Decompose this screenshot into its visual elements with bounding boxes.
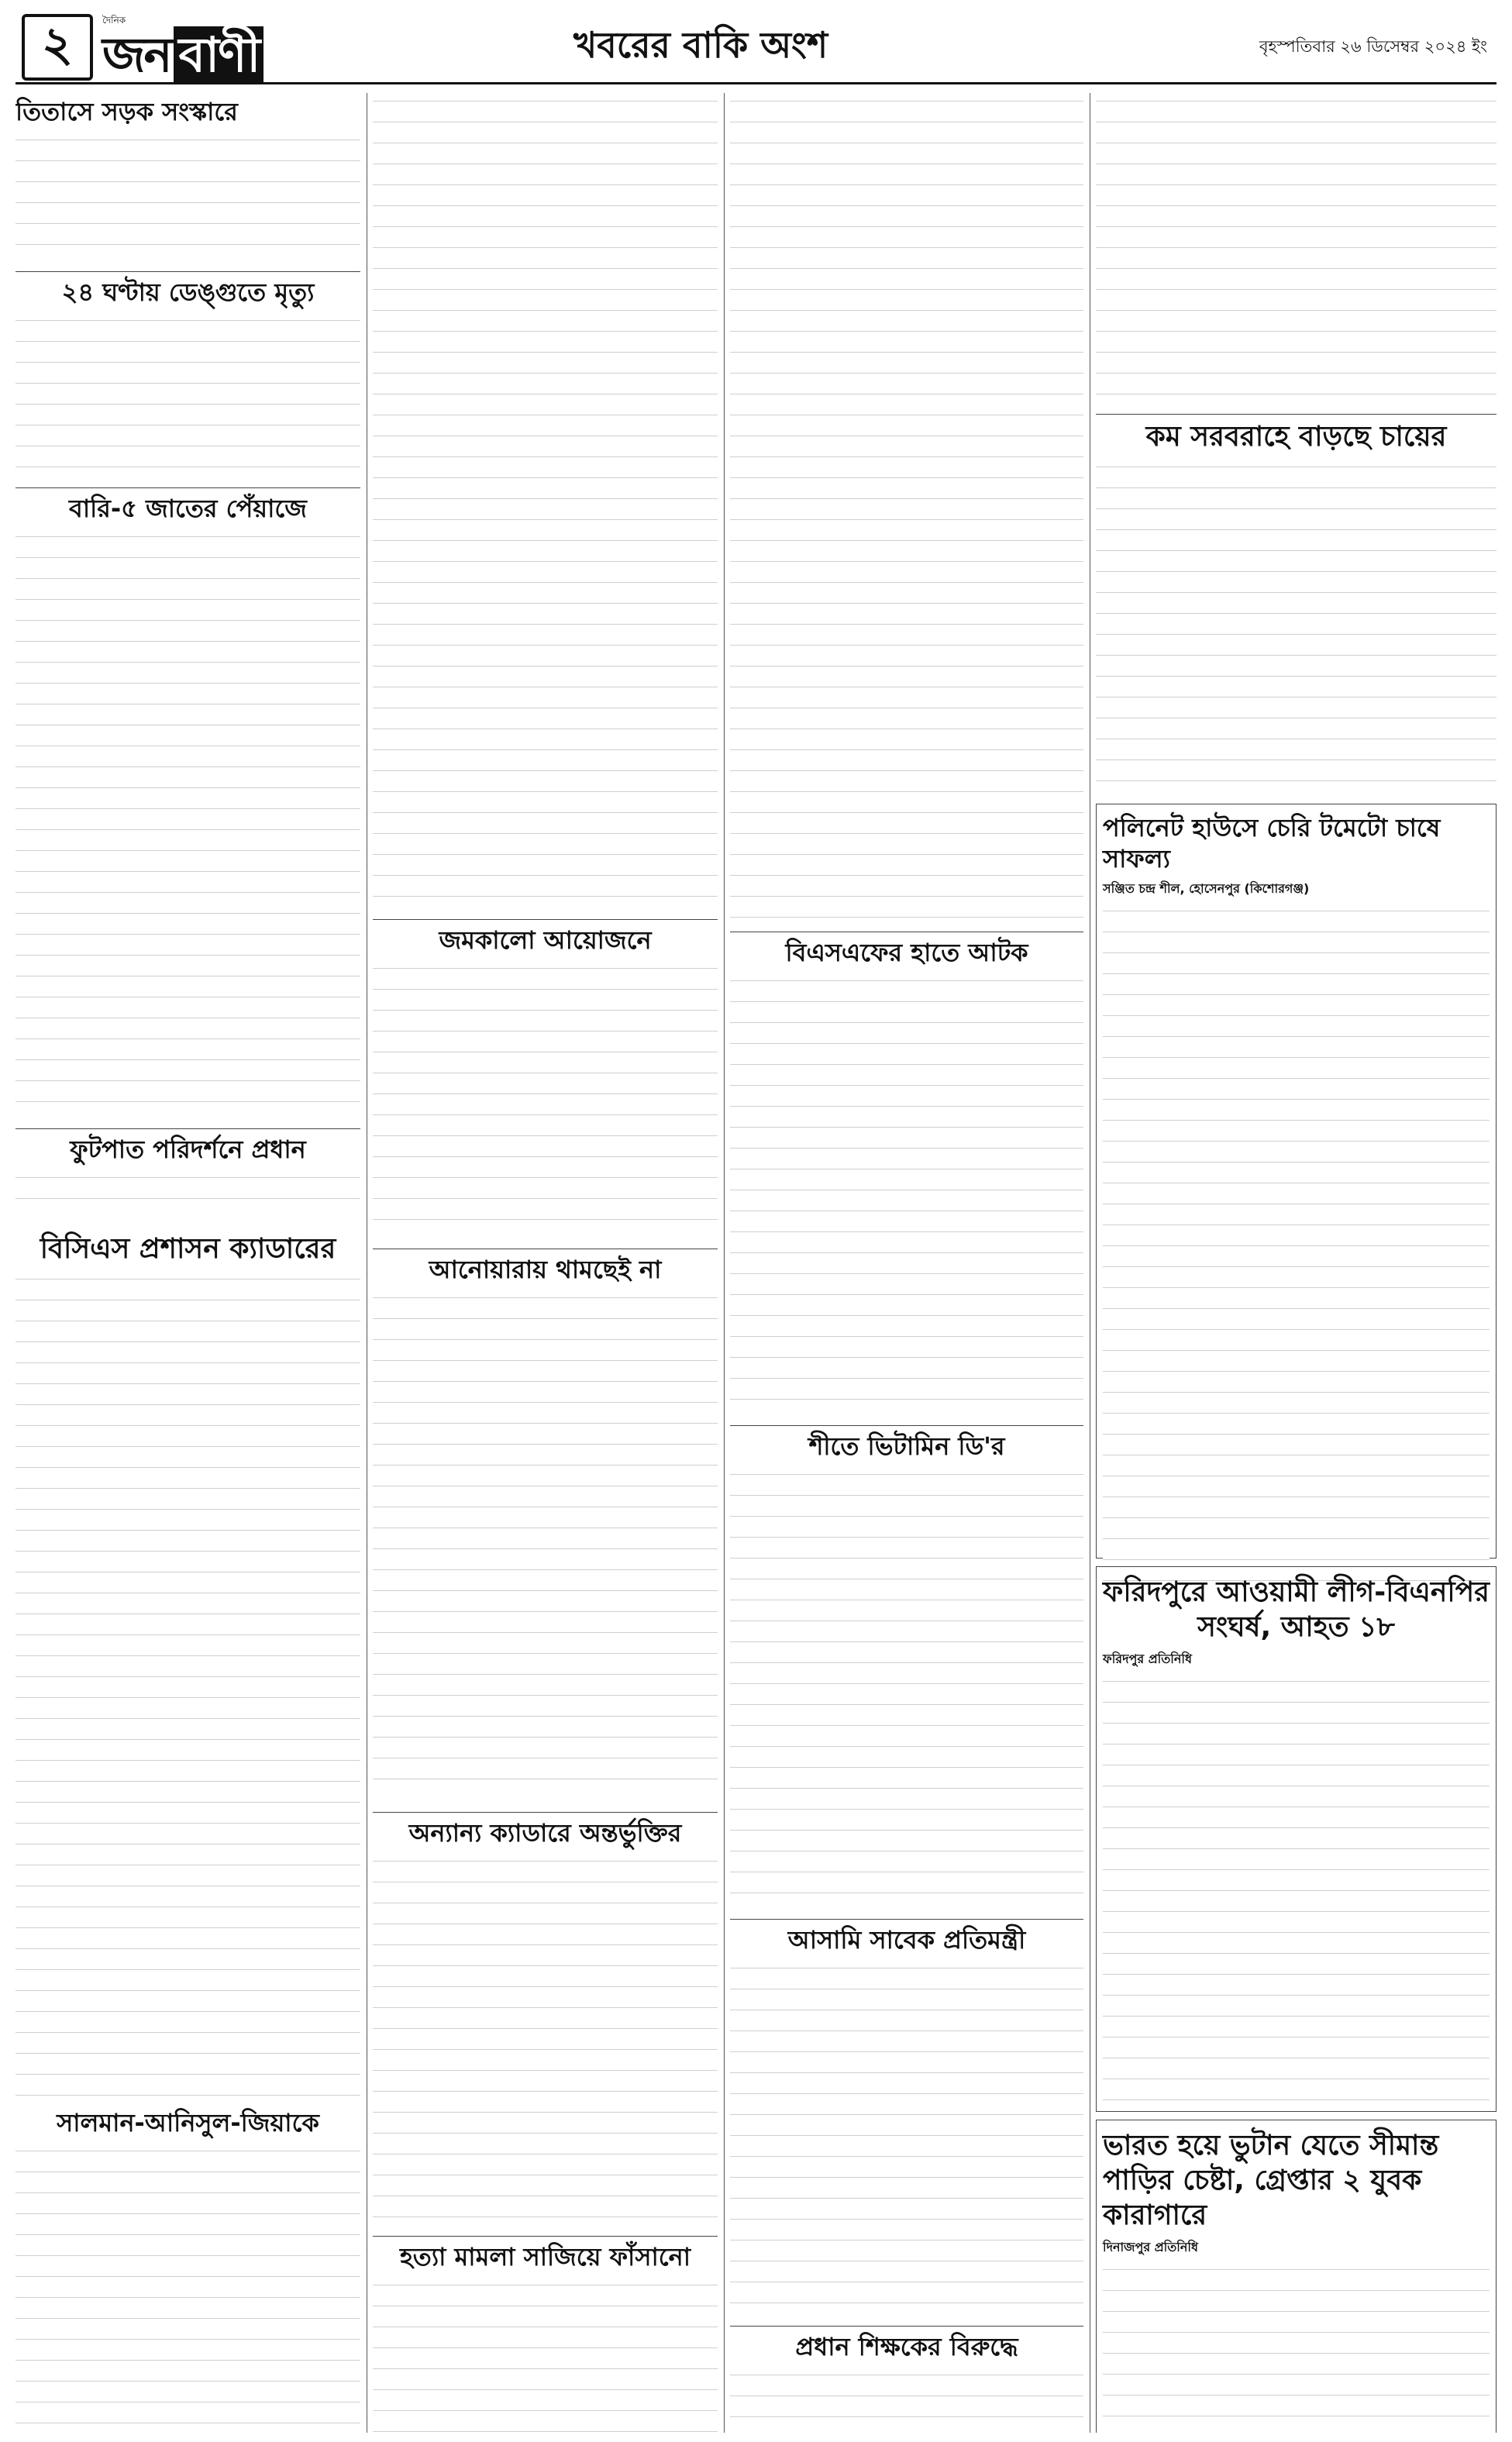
page-number: ২ bbox=[22, 14, 93, 81]
story-dengue bbox=[15, 277, 360, 480]
story-jomkalo bbox=[373, 925, 718, 1241]
story-body-bgb bbox=[730, 973, 1083, 1413]
story-body-jomkalo bbox=[373, 960, 718, 1236]
headline-anowara: আনোয়ারায় থামছেই না bbox=[429, 1255, 662, 1284]
headline-cadre: অন্যান্য ক্যাডারে অন্তর্ভুক্তির bbox=[408, 1818, 682, 1848]
story-body-salman bbox=[15, 2143, 360, 2433]
headline-faridpur: ফরিদপুরে আওয়ামী লীগ-বিএনপির সংঘর্ষ, আহত ১৮ bbox=[1103, 1576, 1490, 1643]
story-body-anowara bbox=[373, 1290, 718, 1800]
divider bbox=[15, 487, 360, 488]
headline-titas: তিতাসে সড়ক সংস্কারে bbox=[15, 97, 238, 126]
headline-vitamin: শীতে ভিটামিন ডি'র bbox=[808, 1431, 1005, 1461]
story-cadre bbox=[373, 1817, 718, 2228]
story-body-continued bbox=[730, 93, 1083, 927]
story-body-bhutan bbox=[1103, 2261, 1490, 2433]
story-hotya bbox=[373, 2241, 718, 2433]
story-tomato bbox=[1096, 804, 1497, 1559]
divider bbox=[373, 1812, 718, 1813]
story-body-hotya bbox=[373, 2277, 718, 2433]
logo-name bbox=[102, 19, 263, 98]
column-divider bbox=[724, 93, 725, 2433]
logo-name-part2: বাণী bbox=[174, 26, 263, 83]
divider bbox=[730, 2326, 1083, 2327]
story-tea bbox=[1096, 419, 1497, 796]
story-faridpur bbox=[1096, 1566, 1497, 2112]
headline-bhutan: ভারত হয়ে ভুটান যেতে সীমান্ত পাড়ির চেষ্টা, গ্রেপ্তার ২ যুবক কারাগারে bbox=[1103, 2130, 1439, 2231]
headline-onion: বারি-৫ জাতের পেঁয়াজে bbox=[69, 494, 307, 523]
story-bhutan bbox=[1096, 2120, 1497, 2433]
column-3 bbox=[730, 93, 1083, 2433]
section-title: খবরের বাকি অংশ bbox=[573, 24, 828, 66]
headline-footpath: ফুটপাত পরিদর্শনে প্রধান bbox=[70, 1135, 306, 1164]
logo-name-part1: জন bbox=[102, 26, 171, 83]
story-headteacher bbox=[730, 2331, 1083, 2433]
story-body-onion bbox=[15, 529, 360, 1118]
issue-date: বৃহস্পতিবার ২৬ ডিসেম্বর ২০২৪ ইং bbox=[1259, 37, 1487, 56]
divider bbox=[15, 271, 360, 272]
headline-tomato: পলিনেট হাউসে চেরি টমেটো চাষে সাফল্য bbox=[1103, 813, 1441, 873]
story-asami bbox=[730, 1924, 1083, 2318]
divider bbox=[373, 919, 718, 920]
divider bbox=[730, 1425, 1083, 1426]
divider bbox=[15, 1128, 360, 1129]
byline-bhutan: দিনাজপুর প্রতিনিধি bbox=[1103, 2240, 1198, 2254]
divider bbox=[730, 1919, 1083, 1920]
byline-tomato: সঞ্জিত চন্দ্র শীল, হোসেনপুর (কিশোরগঞ্জ) bbox=[1103, 881, 1310, 896]
story-footpath bbox=[15, 1134, 360, 1224]
story-vitamin bbox=[730, 1431, 1083, 1911]
byline-faridpur: ফরিদপুর প্রতিনিধি bbox=[1103, 1652, 1192, 1666]
headline-salman: সালমান-আনিসুল-জিয়াকে bbox=[57, 2108, 319, 2137]
logo-daily-label: দৈনিক bbox=[102, 15, 126, 26]
story-body-dengue bbox=[15, 312, 360, 477]
divider bbox=[1096, 414, 1497, 415]
story-body-asami bbox=[730, 1960, 1083, 2313]
story-body-tomato bbox=[1103, 903, 1490, 1585]
story-anowara bbox=[373, 1254, 718, 1804]
headline-bgb: বিএসএফের হাতে আটক bbox=[785, 938, 1028, 967]
story-body-headteacher bbox=[730, 2367, 1083, 2433]
story-bcs bbox=[15, 1231, 360, 2099]
column-2 bbox=[373, 93, 718, 2433]
story-onion bbox=[15, 493, 360, 1121]
headline-tea: কম সরবরাহে বাড়ছে চায়ের bbox=[1145, 421, 1447, 453]
story-body-continued bbox=[1096, 93, 1497, 409]
headline-jomkalo: জমকালো আয়োজনে bbox=[439, 925, 652, 955]
story-body-titas bbox=[15, 132, 360, 256]
divider bbox=[373, 2236, 718, 2237]
story-body-cadre bbox=[373, 1853, 718, 2223]
story-body-faridpur bbox=[1103, 1673, 1490, 2107]
column-1 bbox=[15, 93, 360, 2433]
story-titas bbox=[15, 96, 360, 263]
headline-hotya: হত্যা মামলা সাজিয়ে ফাঁসানো bbox=[400, 2242, 691, 2272]
story-body-tea bbox=[1096, 459, 1497, 792]
story-body-vitamin bbox=[730, 1466, 1083, 1906]
story-body-footpath bbox=[15, 1169, 360, 1219]
column-4 bbox=[1096, 93, 1497, 2433]
headline-headteacher: প্রধান শিক্ষকের বিরুদ্ধে bbox=[795, 2332, 1018, 2361]
story-bgb bbox=[730, 937, 1083, 1417]
story-salman bbox=[15, 2107, 360, 2433]
story-body-continued bbox=[373, 93, 718, 914]
headline-dengue: ২৪ ঘণ্টায় ডেঙ্গুতে মৃত্যু bbox=[61, 277, 315, 307]
masthead bbox=[15, 8, 1497, 84]
headline-bcs: বিসিএস প্রশাসন ক্যাডারের bbox=[40, 1233, 336, 1265]
headline-asami: আসামি সাবেক প্রতিমন্ত্রী bbox=[787, 1925, 1026, 1955]
story-body-bcs bbox=[15, 1271, 360, 2099]
